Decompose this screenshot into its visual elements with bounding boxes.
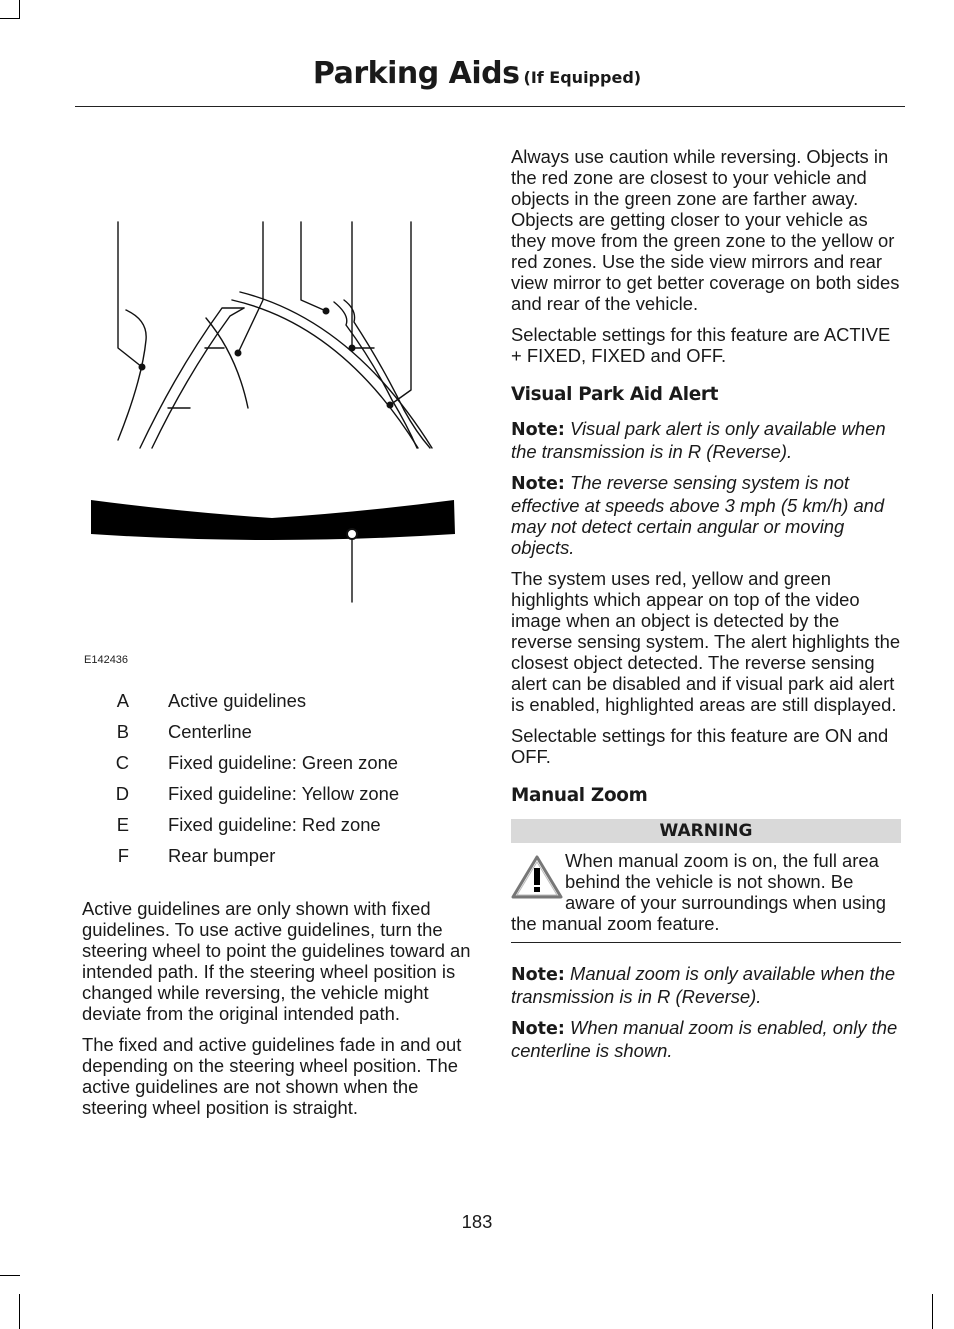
body-paragraph: The system uses red, yellow and green highlights which appear on top of the video image when an object is detected by the reverse sensing system. The alert highlights the closest object detected. The reverse sensing alert can be disabled and if visual park aid alert is enabled, highlighted areas are still displayed. [511, 568, 901, 715]
page-title: Parking Aids [312, 56, 520, 91]
centerline [232, 300, 418, 448]
active-guideline [152, 308, 244, 448]
figure-legend [82, 690, 474, 876]
note-text: When manual zoom is enabled, only the centerline is shown. [511, 1017, 898, 1061]
note-text: The reverse sensing system is not effective at speeds above 3 mph (5 km/h) and may not detect certain angular or moving objects. [511, 472, 885, 558]
callout-dot [235, 350, 242, 357]
legend-desc: Fixed guideline: Red zone [168, 814, 381, 835]
warning-banner: WARNING [511, 819, 901, 843]
legend-key: C [115, 752, 129, 773]
section-heading: Manual Zoom [511, 785, 648, 806]
note-label: Note: [511, 474, 565, 494]
legend-desc: Fixed guideline: Green zone [168, 752, 399, 773]
legend-row [82, 845, 474, 876]
warning-box [511, 850, 901, 934]
rear-bumper [91, 500, 455, 540]
note [511, 1017, 901, 1061]
page-header [0, 56, 954, 91]
callout-dot [323, 308, 330, 315]
legend-key: A [116, 690, 129, 711]
warning-text: When manual zoom is on, the full area behind the vehicle is not shown. Be aware of your surroundings when using the manual zoom feature. [511, 850, 887, 934]
header-rule [75, 106, 905, 107]
crop-mark [932, 1294, 933, 1329]
crop-mark [19, 0, 20, 19]
legend-key: F [117, 845, 129, 866]
body-paragraph: The fixed and active guidelines fade in and out depending on the steering wheel position. The active guidelines are not shown when the steering wheel position is straight. [82, 1034, 462, 1118]
legend-key: B [116, 721, 129, 742]
active-guideline [140, 308, 244, 448]
note-label: Note: [511, 965, 565, 985]
callout-line [238, 222, 263, 353]
legend-row [82, 783, 474, 814]
figure-code: E142436 [84, 654, 129, 666]
legend-desc: Active guidelines [168, 690, 307, 711]
note-text: Visual park alert is only available when the transmission is in R (Reverse). [511, 418, 886, 462]
crop-mark [0, 18, 20, 19]
body-paragraph: Always use caution while reversing. Objects in the red zone are closest to your vehicle and objects in the green zone are farther away. Objects are getting closer to your vehicle as they move from the green zone to the yellow or red zones. Use the side view mirrors and rear view mirror to get better coverage on both sides and rear of the vehicle. [511, 146, 900, 314]
body-paragraph: Selectable settings for this feature are ON and OFF. [511, 725, 889, 767]
active-guideline [206, 318, 248, 408]
right-column [511, 146, 901, 1071]
callout-dot [347, 529, 357, 539]
section-heading: Visual Park Aid Alert [511, 384, 719, 405]
note-text: Manual zoom is only available when the transmission is in R (Reverse). [511, 963, 896, 1007]
callout-dot [387, 402, 394, 409]
page-number: 183 [461, 1211, 493, 1232]
crop-mark [0, 1275, 20, 1276]
legend-row [82, 752, 474, 783]
callout-line [118, 222, 142, 367]
callout-line [390, 222, 411, 405]
left-column [82, 150, 474, 1128]
body-paragraph: Selectable settings for this feature are ACTIVE + FIXED, FIXED and OFF. [511, 324, 891, 366]
note [511, 472, 901, 558]
legend-row [82, 690, 474, 721]
note [511, 418, 901, 462]
active-guideline [118, 310, 146, 440]
legend-row [82, 814, 474, 845]
legend-key: E [116, 814, 129, 835]
guidelines-diagram [82, 150, 474, 680]
legend-key: D [115, 783, 129, 804]
body-paragraph: Active guidelines are only shown with fixed guidelines. To use active guidelines, turn the steering wheel to point the guidelines toward an intended path. If the steering wheel position is changed while reversing, the vehicle might deviate from the original intended path. [82, 898, 471, 1024]
note-label: Note: [511, 1019, 565, 1039]
callout-dot [349, 345, 356, 352]
legend-desc: Rear bumper [168, 845, 276, 866]
page-subtitle: (If Equipped) [523, 68, 642, 87]
legend-row [82, 721, 474, 752]
note [511, 963, 901, 1007]
warning-triangle-icon [511, 854, 563, 900]
note-label: Note: [511, 420, 565, 440]
crop-mark [19, 1294, 20, 1329]
callout-dot [139, 364, 146, 371]
parking-guidelines-figure [82, 150, 474, 680]
legend-desc: Fixed guideline: Yellow zone [168, 783, 400, 804]
callout-line [301, 222, 326, 311]
warning-rule [511, 942, 901, 943]
legend-desc: Centerline [168, 721, 252, 742]
